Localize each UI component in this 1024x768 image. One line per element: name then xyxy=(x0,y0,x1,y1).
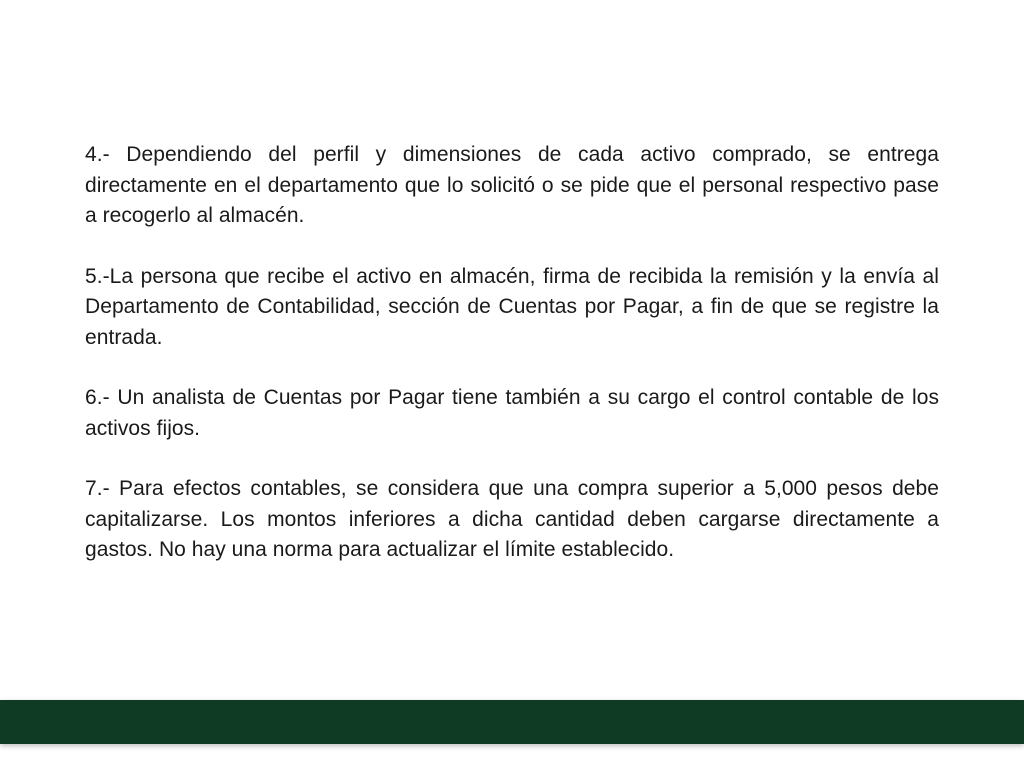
paragraph-step-6: 6.- Un analista de Cuentas por Pagar tiene también a su cargo el control contable de los activos fijos. xyxy=(85,386,939,440)
slide-body xyxy=(85,140,939,566)
paragraph-step-5: 5.-La persona que recibe el activo en almacén, firma de recibida la remisión y la envía al Departamento de Contabilidad, sección de Cuentas por Pagar, a fin de que se registre la entrada. xyxy=(85,264,939,349)
paragraph-step-7: 7.- Para efectos contables, se considera que una compra superior a 5,000 pesos debe capitalizarse. Los montos inferiores a dicha cantidad deben cargarse directamente a gastos. No hay una norma para actualizar el límite establecido. xyxy=(85,477,939,561)
footer-band xyxy=(0,700,1024,744)
paragraph-step-4: 4.- Dependiendo del perfil y dimensiones de cada activo comprado, se entrega directamente en el departamento que lo solicitó o se pide que el personal respectivo pase a recogerlo al almacén. xyxy=(85,143,939,227)
